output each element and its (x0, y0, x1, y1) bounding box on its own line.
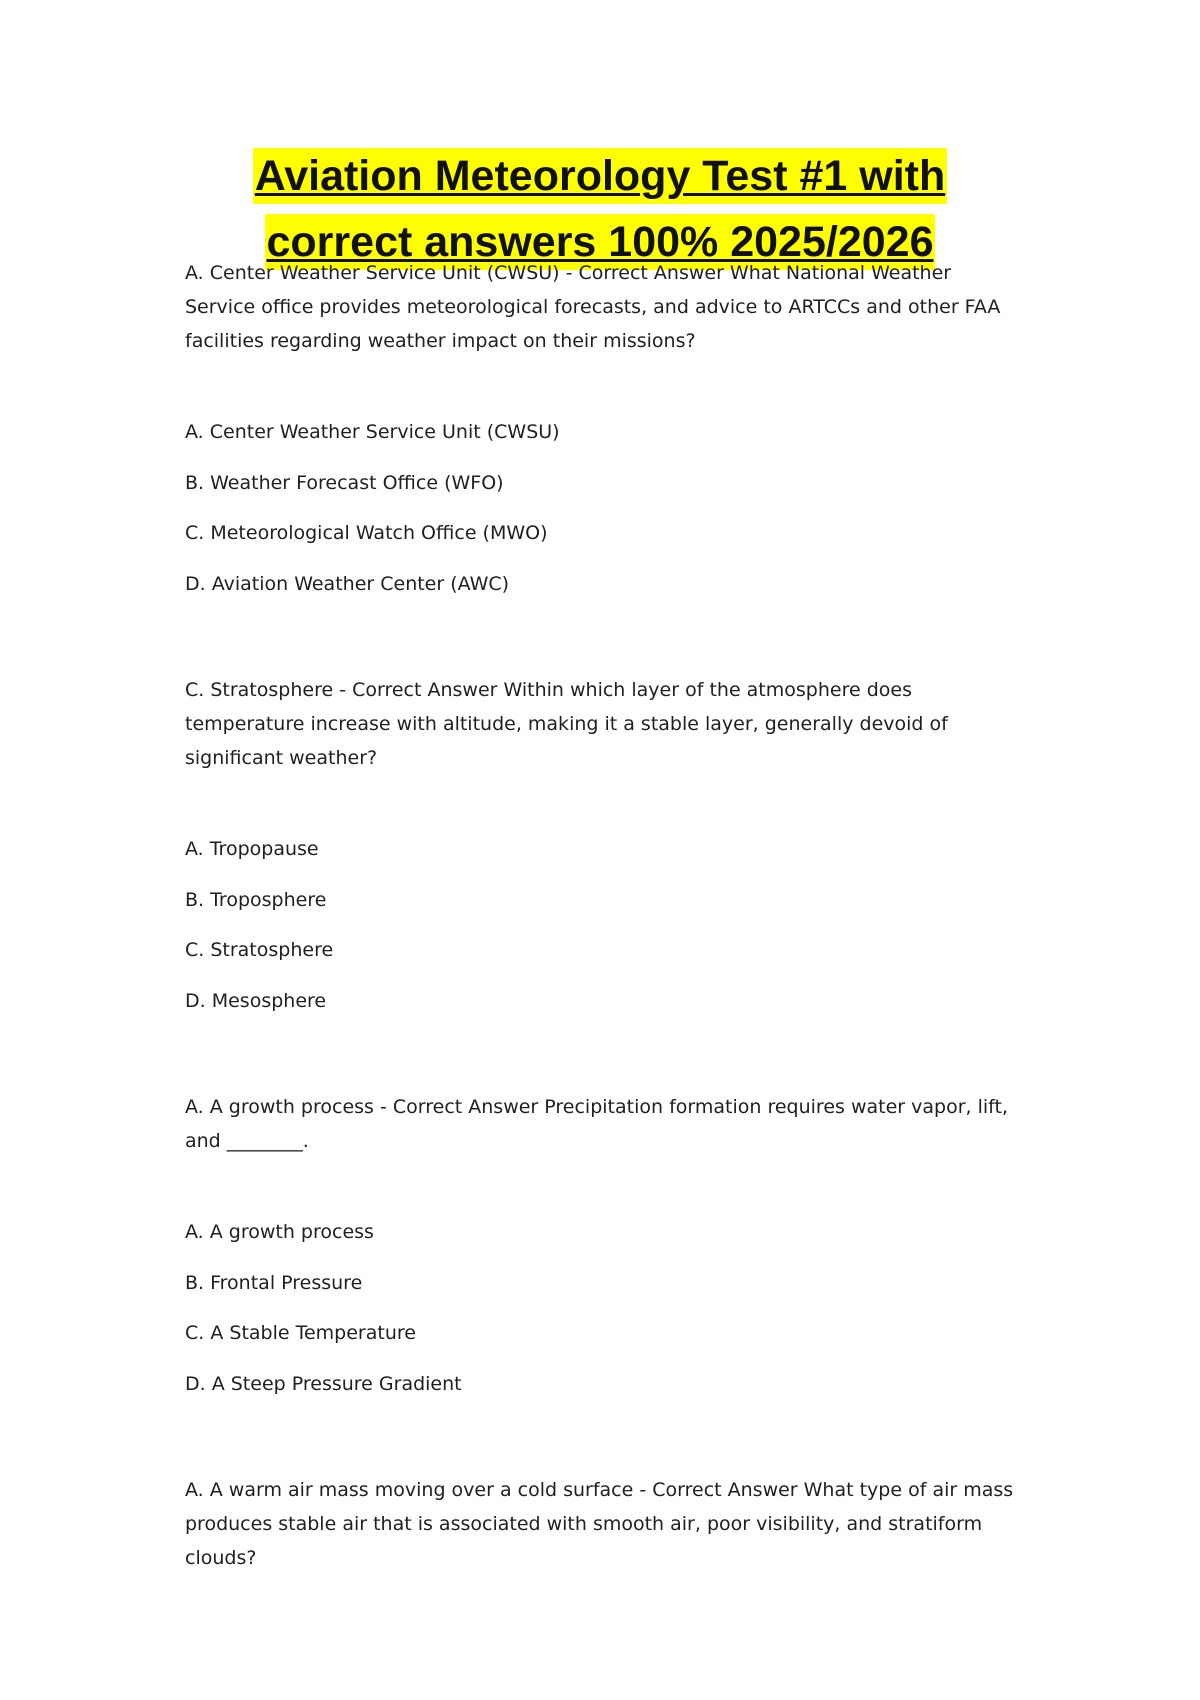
option-item: C. Stratosphere (185, 939, 334, 961)
option-item: A. Tropopause (185, 838, 319, 860)
question-block-4 (185, 1473, 1025, 1575)
option-list (185, 415, 1025, 601)
option-list (185, 1215, 1025, 1401)
option-item: B. Weather Forecast Office (WFO) (185, 471, 504, 494)
option-item: C. A Stable Temperature (185, 1322, 416, 1344)
option-item: C. Meteorological Watch Office (MWO) (185, 522, 548, 544)
option-item: A. Center Weather Service Unit (CWSU) (185, 421, 560, 443)
question-answer-text: A. A warm air mass moving over a cold surface - Correct Answer What type of air mass produces stable air that is associated with smooth air, poor visibility, and stratiform clouds? (185, 1479, 1014, 1569)
question-answer-text: C. Stratosphere - Correct Answer Within which layer of the atmosphere does temperature increase with altitude, making it a stable layer, generally devoid of significant weather? (185, 679, 948, 769)
option-item: D. A Steep Pressure Gradient (185, 1372, 462, 1395)
option-item: D. Mesosphere (185, 989, 327, 1012)
option-item: D. Aviation Weather Center (AWC) (185, 572, 510, 595)
question-block-3 (185, 1090, 1025, 1473)
option-list (185, 832, 1025, 1018)
title-line-2: correct answers 100% 2025/2026 (265, 214, 936, 270)
option-item: A. A growth process (185, 1221, 374, 1243)
question-block-1 (185, 256, 1025, 673)
option-item: B. Frontal Pressure (185, 1271, 363, 1294)
question-block-2 (185, 673, 1025, 1090)
document-body (185, 256, 1025, 1575)
question-answer-text: A. A growth process - Correct Answer Precipitation formation requires water vapor, lift, and ________. (185, 1096, 1008, 1152)
option-item: B. Troposphere (185, 888, 327, 911)
title-line-1: Aviation Meteorology Test #1 with (253, 148, 947, 204)
question-answer-text: A. Center Weather Service Unit (CWSU) - Correct Answer What National Weather Service office provides meteorological forecasts, and advice to ARTCCs and other FAA facilities regarding weather impact on their missions? (185, 262, 1001, 352)
